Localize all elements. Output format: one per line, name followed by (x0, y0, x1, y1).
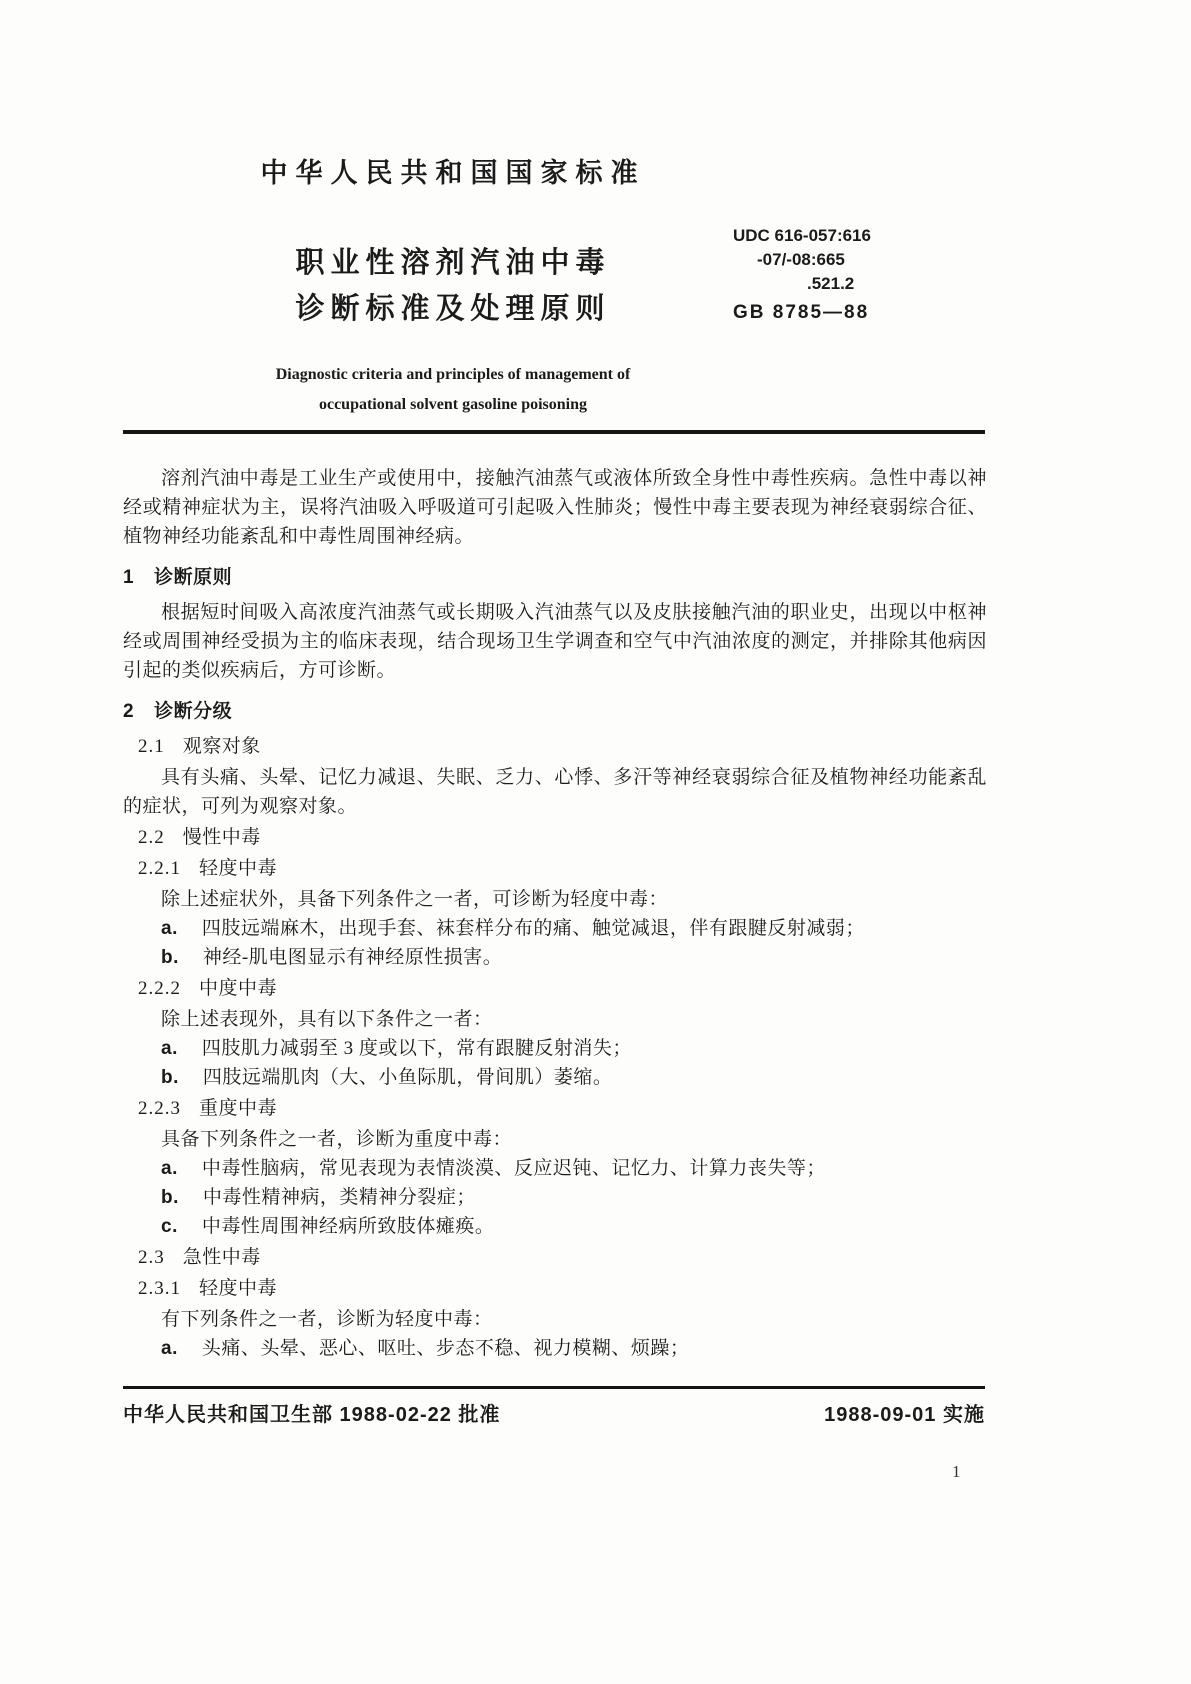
clause-title: 轻度中毒 (199, 1278, 278, 1299)
masthead (123, 158, 783, 420)
clause-heading (138, 732, 987, 761)
list-item (161, 1183, 987, 1212)
list-item (161, 1212, 987, 1241)
title-line-2: 诊断标准及处理原则 (295, 293, 611, 325)
document-body (123, 464, 987, 1363)
paragraph: 有下列条件之一者，诊断为轻度中毒： (161, 1309, 493, 1330)
list-marker: c. (161, 1216, 178, 1237)
list-item (161, 943, 987, 972)
list-marker: a. (161, 1158, 178, 1179)
clause-number: 2.2.1 (138, 858, 181, 879)
paragraph: 具有头痛、头晕、记忆力减退、失眠、乏力、心悸、多汗等神经衰弱综合征及植物神经功能紊乱的症状，可列为观察对象。 (123, 767, 987, 817)
list-item-text: 头痛、头晕、恶心、呕吐、步态不稳、视力模糊、烦躁； (201, 1338, 690, 1359)
english-title (123, 360, 783, 420)
list-marker: a. (161, 1038, 178, 1059)
clause-heading (138, 823, 987, 852)
list-marker: a. (161, 918, 178, 939)
bottom-rule-divider (123, 1386, 985, 1389)
list-item-text: 中毒性脑病，常见表现为表情淡漠、反应迟钝、记忆力、计算力丧失等； (201, 1158, 826, 1179)
clause-title: 急性中毒 (182, 1247, 261, 1268)
udc-code-line-1: UDC 616-057:616 (733, 226, 871, 245)
list-item-text: 神经-肌电图显示有神经原性损害。 (202, 947, 503, 968)
clause-heading (138, 854, 987, 883)
clause-title: 诊断原则 (154, 567, 233, 588)
page-number: 1 (952, 1462, 961, 1481)
clause-number: 2.2.3 (138, 1098, 181, 1119)
udc-code-line-3: .521.2 (807, 274, 855, 293)
list-item-text: 四肢远端麻木，出现手套、袜套样分布的痛、触觉减退，伴有跟腱反射减弱； (201, 918, 865, 939)
paragraph: 根据短时间吸入高浓度汽油蒸气或长期吸入汽油蒸气以及皮肤接触汽油的职业史，出现以中枢神经或周围神经受损为主的临床表现，结合现场卫生学调查和空气中汽油浓度的测定，并排除其他病因引起的类似疾病后，方可诊断。 (123, 602, 987, 681)
clause-title: 观察对象 (182, 736, 261, 757)
list-item (161, 1154, 987, 1183)
implementation-text: 1988-09-01 实施 (824, 1404, 985, 1426)
document-title (123, 240, 783, 332)
classification-codes (733, 224, 993, 325)
list-item (161, 914, 987, 943)
section-heading (123, 697, 987, 726)
paragraph: 溶剂汽油中毒是工业生产或使用中，接触汽油蒸气或液体所致全身性中毒性疾病。急性中毒以神经或精神症状为主，误将汽油吸入呼吸道可引起吸入性肺炎；慢性中毒主要表现为神经衰弱综合征、植物神经功能紊乱和中毒性周围神经病。 (123, 468, 987, 547)
paragraph: 除上述表现外，具有以下条件之一者： (161, 1009, 493, 1030)
clause-number: 2.3 (138, 1247, 165, 1268)
clause-title: 中度中毒 (199, 978, 278, 999)
udc-code-line-2: -07/-08:665 (757, 250, 845, 269)
list-item-text: 中毒性周围神经病所致肢体瘫痪。 (201, 1216, 495, 1237)
approval-text: 中华人民共和国卫生部 1988-02-22 批准 (123, 1404, 501, 1426)
paragraph: 除上述症状外，具备下列条件之一者，可诊断为轻度中毒： (161, 889, 669, 910)
clause-heading (138, 1274, 987, 1303)
title-line-1: 职业性溶剂汽油中毒 (295, 247, 611, 279)
footer (123, 1398, 985, 1427)
clause-number: 2 (123, 701, 135, 722)
standard-label: 中华人民共和国国家标准 (260, 158, 646, 188)
list-marker: b. (161, 947, 179, 968)
list-marker: a. (161, 1338, 178, 1359)
list-item (161, 1063, 987, 1092)
clause-heading (138, 1094, 987, 1123)
standard-number: GB 8785—88 (733, 302, 870, 323)
section-heading (123, 563, 987, 592)
clause-title: 轻度中毒 (199, 858, 278, 879)
clause-title: 慢性中毒 (182, 827, 261, 848)
list-marker: b. (161, 1067, 179, 1088)
clause-number: 2.1 (138, 736, 165, 757)
clause-number: 2.3.1 (138, 1278, 181, 1299)
clause-heading (138, 974, 987, 1003)
clause-title: 诊断分级 (154, 701, 233, 722)
list-item-text: 四肢肌力减弱至 3 度或以下，常有跟腱反射消失； (201, 1038, 632, 1059)
english-title-line-2: occupational solvent gasoline poisoning (318, 396, 588, 413)
list-marker: b. (161, 1187, 179, 1208)
list-item (161, 1334, 987, 1363)
paragraph: 具备下列条件之一者，诊断为重度中毒： (161, 1129, 513, 1150)
top-rule-divider (123, 430, 985, 434)
list-item (161, 1034, 987, 1063)
clause-title: 重度中毒 (199, 1098, 278, 1119)
english-title-line-1: Diagnostic criteria and principles of management of (275, 366, 631, 383)
list-item-text: 四肢远端肌肉（大、小鱼际肌，骨间肌）萎缩。 (202, 1067, 613, 1088)
clause-number: 1 (123, 567, 135, 588)
clause-number: 2.2.2 (138, 978, 181, 999)
list-item-text: 中毒性精神病，类精神分裂症； (202, 1187, 476, 1208)
clause-heading (138, 1243, 987, 1272)
clause-number: 2.2 (138, 827, 165, 848)
